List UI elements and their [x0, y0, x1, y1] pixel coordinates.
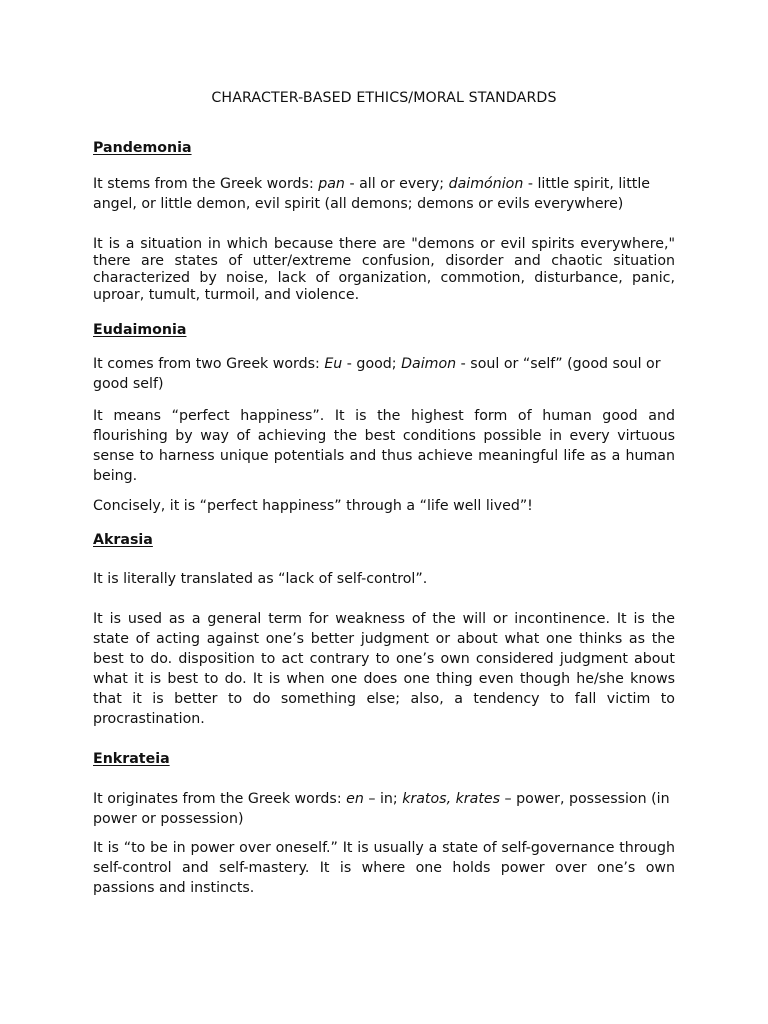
heading-eudaimonia: Eudaimonia — [93, 322, 187, 338]
heading-pandemonia: Pandemonia — [93, 140, 192, 156]
eudaimonia-etymology — [93, 354, 675, 394]
etymology-text: - little spirit, little angel, or little demon, evil spirit (all demons; demons or evils everywhere) — [93, 176, 651, 212]
eudaimonia-definition: It means “perfect happiness”. It is the highest form of human good and flourishing by way of achieving the best conditions possible in every virtuous sense to harness unique potentials and thus achieve meaningful life as a human being. — [93, 408, 675, 484]
heading-akrasia: Akrasia — [93, 532, 153, 548]
enkrateia-etymology — [93, 789, 675, 829]
etymology-text: It comes from two Greek words: — [93, 356, 325, 372]
etymology-text: It stems from the Greek words: — [93, 176, 319, 192]
pandemonia-definition: It is a situation in which because there are "demons or evil spirits everywhere," there are states of utter/extreme confusion, disorder and chaotic situation characterized by noise, lack of organization, commotion, disturbance, panic, uproar, tumult, turmoil, and violence. — [93, 236, 675, 303]
page-title: CHARACTER-BASED ETHICS/MORAL STANDARDS — [211, 90, 557, 106]
heading-enkrateia: Enkrateia — [93, 751, 170, 767]
akrasia-definition: It is used as a general term for weakness of the will or incontinence. It is the state of acting against one’s better judgment or about what one thinks as the best to do. disposition to act contrary to one’s own considered judgment about what it is best to do. It is when one does one thing even though he/she knows that it is better to do something else; also, a tendency to fall victim to procrastination. — [93, 611, 675, 727]
pandemonia-etymology — [93, 174, 675, 214]
greek-term: en — [346, 791, 364, 807]
greek-term: Daimon — [401, 356, 457, 372]
etymology-text: - all or every; — [344, 176, 449, 192]
greek-term: kratos, krates — [402, 791, 501, 807]
etymology-text: – power, possession (in power or possession) — [93, 791, 670, 827]
etymology-text: – in; — [363, 791, 403, 807]
enkrateia-definition: It is “to be in power over oneself.” It is usually a state of self-governance through self-control and self-mastery. It is where one holds power over one’s own passions and instincts. — [93, 840, 675, 896]
etymology-text: - soul or “self” (good soul or good self) — [93, 356, 661, 392]
etymology-text: It originates from the Greek words: — [93, 791, 347, 807]
greek-term: Eu — [324, 356, 343, 372]
akrasia-translation: It is literally translated as “lack of self-control”. — [93, 571, 428, 587]
etymology-text: - good; — [342, 356, 402, 372]
greek-term: daimónion — [448, 176, 524, 192]
eudaimonia-summary: Concisely, it is “perfect happiness” through a “life well lived”! — [93, 498, 533, 514]
greek-term: pan — [318, 176, 345, 192]
